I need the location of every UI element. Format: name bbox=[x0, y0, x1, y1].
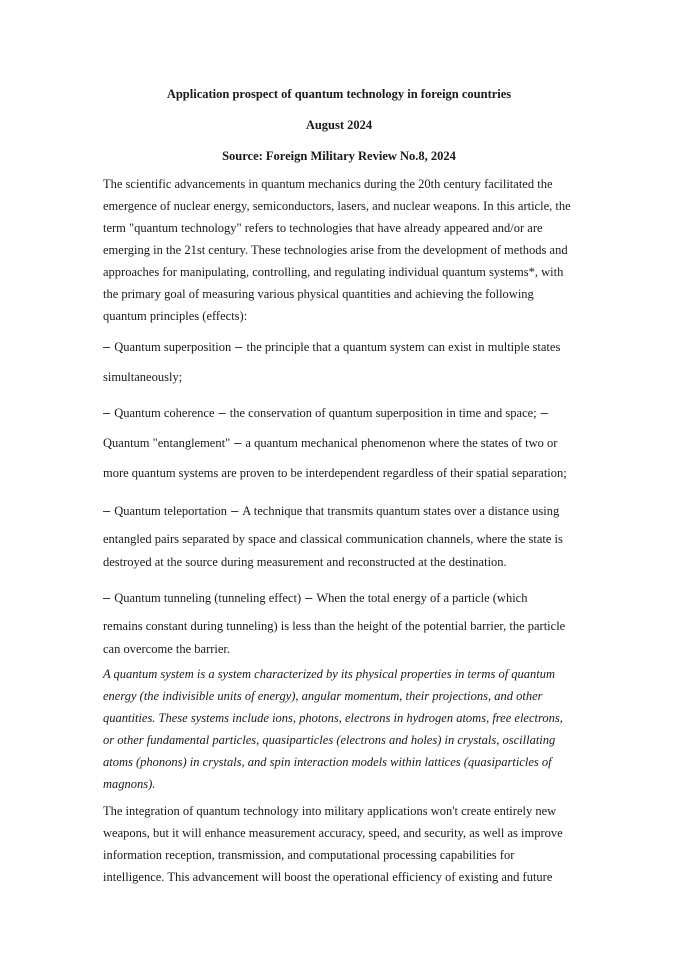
conclusion-line: intelligence. This advancement will boost the operational efficiency of existing and future bbox=[103, 870, 553, 884]
dash-separator: – bbox=[235, 339, 243, 354]
intro-line: quantum principles (effects): bbox=[103, 309, 248, 323]
principle-text: the principle that a quantum system can exist in multiple states bbox=[246, 340, 561, 354]
dash-separator: – bbox=[231, 503, 239, 518]
footnote-line: atoms (phonons) in crystals, and spin interaction models within lattices (quasiparticles of bbox=[103, 755, 552, 769]
document-date: August 2024 bbox=[305, 118, 373, 132]
conclusion-line: information reception, transmission, and computational processing capabilities for bbox=[103, 848, 515, 862]
dash-bullet: – bbox=[103, 405, 111, 420]
principle-text: can overcome the barrier. bbox=[103, 642, 231, 656]
principle-coherence-entanglement bbox=[103, 398, 579, 488]
intro-line: emergence of nuclear energy, semiconductors, lasers, and nuclear weapons. In this article, the bbox=[103, 199, 571, 213]
dash-bullet: – bbox=[540, 405, 548, 420]
dash-separator: – bbox=[234, 435, 242, 450]
intro-line: approaches for manipulating, controlling, and regulating individual quantum systems*, with bbox=[103, 265, 564, 279]
footnote-line: energy (the indivisible units of energy), angular momentum, their projections, and other bbox=[103, 689, 543, 703]
intro-line: The scientific advancements in quantum mechanics during the 20th century facilitated the bbox=[103, 177, 553, 191]
principle-text: the conservation of quantum superposition in time and space; bbox=[229, 406, 537, 420]
principle-teleportation bbox=[103, 496, 579, 572]
principle-term: Quantum "entanglement" bbox=[103, 436, 231, 450]
principle-text: A technique that transmits quantum states over a distance using bbox=[242, 504, 560, 518]
conclusion-line: weapons, but it will enhance measurement accuracy, speed, and security, as well as improve bbox=[103, 826, 563, 840]
conclusion-line: The integration of quantum technology into military applications won't create entirely new bbox=[103, 804, 557, 818]
dash-separator: – bbox=[218, 405, 226, 420]
dash-bullet: – bbox=[103, 590, 111, 605]
intro-line: term "quantum technology" refers to technologies that have already appeared and/or are bbox=[103, 221, 543, 235]
principle-text: more quantum systems are proven to be interdependent regardless of their spatial separation; bbox=[103, 466, 567, 480]
principle-term: Quantum superposition bbox=[114, 340, 232, 354]
footnote-line: quantities. These systems include ions, photons, electrons in hydrogen atoms, free electrons, bbox=[103, 711, 563, 725]
dash-bullet: – bbox=[103, 503, 111, 518]
principle-text: simultaneously; bbox=[103, 370, 183, 384]
principle-text: a quantum mechanical phenomenon where the states of two or bbox=[245, 436, 558, 450]
intro-line: the primary goal of measuring various physical quantities and achieving the following bbox=[103, 287, 534, 301]
principle-text: entangled pairs separated by space and classical communication channels, where the state is bbox=[103, 532, 563, 546]
principle-term: Quantum teleportation bbox=[114, 504, 228, 518]
dash-bullet: – bbox=[103, 339, 111, 354]
footnote-paragraph bbox=[103, 663, 579, 795]
footnote-line: or other fundamental particles, quasiparticles (electrons and holes) in crystals, oscillating bbox=[103, 733, 556, 747]
principle-superposition bbox=[103, 332, 579, 392]
principle-text: When the total energy of a particle (which bbox=[316, 591, 528, 605]
document-title: Application prospect of quantum technology in foreign countries bbox=[166, 87, 512, 101]
footnote-line: A quantum system is a system characterized by its physical properties in terms of quantum bbox=[103, 667, 556, 681]
footnote-line: magnons). bbox=[103, 777, 156, 791]
dash-separator: – bbox=[305, 590, 313, 605]
document-source: Source: Foreign Military Review No.8, 2024 bbox=[222, 149, 456, 163]
intro-paragraph bbox=[103, 173, 579, 327]
principle-text: remains constant during tunneling) is less than the height of the potential barrier, the particle bbox=[103, 619, 566, 633]
principle-term: Quantum coherence bbox=[114, 406, 215, 420]
principle-term: Quantum tunneling (tunneling effect) bbox=[114, 591, 302, 605]
principle-tunneling bbox=[103, 583, 579, 659]
principle-text: destroyed at the source during measurement and reconstructed at the destination. bbox=[103, 555, 507, 569]
conclusion-paragraph bbox=[103, 800, 579, 888]
intro-line: emerging in the 21st century. These technologies arise from the development of methods and bbox=[103, 243, 568, 257]
